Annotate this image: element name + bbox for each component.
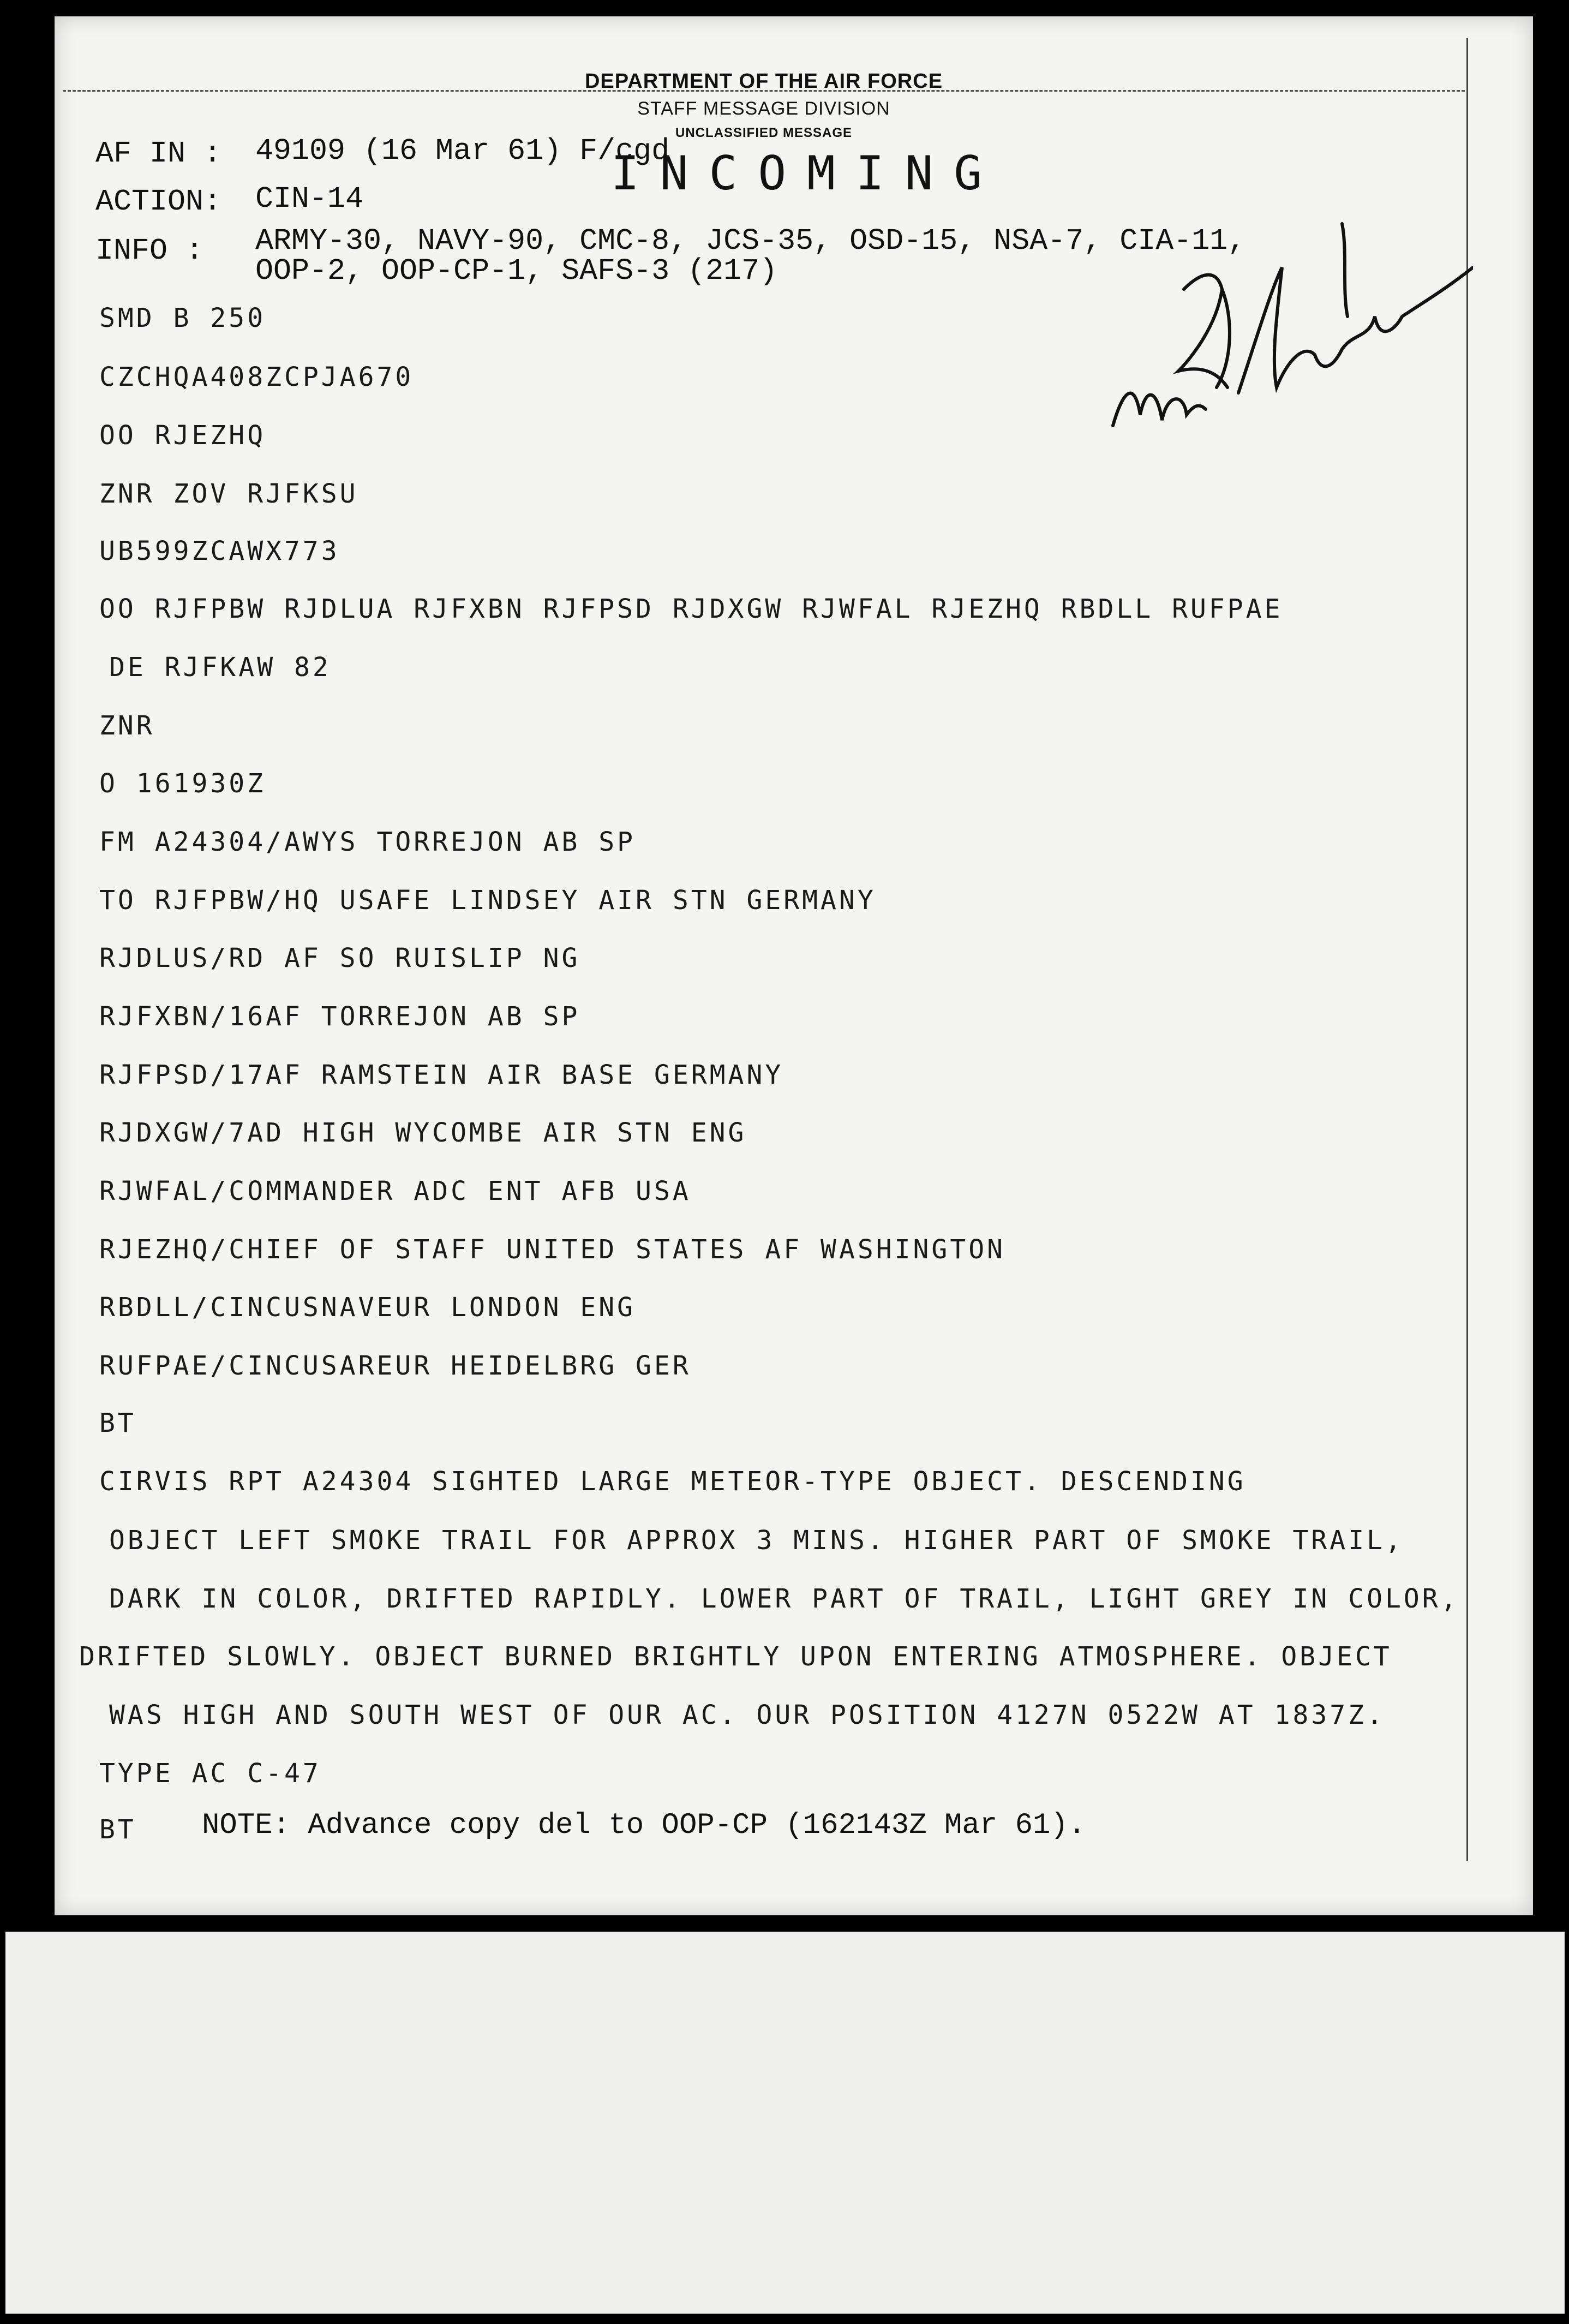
message-line: ZNR ZOV RJFKSU: [99, 479, 358, 509]
incoming-stamp: INCOMING: [611, 146, 1003, 201]
message-line: RJFXBN/16AF TORREJON AB SP: [99, 1001, 580, 1032]
info-label: INFO :: [95, 234, 204, 268]
message-line: RBDLL/CINCUSNAVEUR LONDON ENG: [99, 1292, 636, 1323]
message-line: RJEZHQ/CHIEF OF STAFF UNITED STATES AF WASHINGTON: [99, 1234, 1006, 1265]
blank-lower-sheet: [5, 1932, 1565, 2314]
message-line: O 161930Z: [99, 768, 266, 799]
af-in-label: AF IN :: [95, 136, 222, 171]
message-line: RJWFAL/COMMANDER ADC ENT AFB USA: [99, 1176, 691, 1206]
af-in-value: 49109 (16 Mar 61) F/cgd: [255, 134, 670, 168]
message-line: CIRVIS RPT A24304 SIGHTED LARGE METEOR-TYPE OBJECT. DESCENDING: [99, 1466, 1246, 1497]
message-line: RJDXGW/7AD HIGH WYCOMBE AIR STN ENG: [99, 1118, 747, 1148]
message-line: BT: [99, 1408, 136, 1438]
message-line: RJDLUS/RD AF SO RUISLIP NG: [99, 943, 580, 973]
action-value: CIN-14: [255, 182, 364, 216]
message-line: UB599ZCAWX773: [99, 536, 340, 566]
department-heading: DEPARTMENT OF THE AIR FORCE: [584, 70, 943, 93]
message-line: DE RJFKAW 82: [109, 652, 331, 683]
message-line: DARK IN COLOR, DRIFTED RAPIDLY. LOWER PART OF TRAIL, LIGHT GREY IN COLOR,: [109, 1584, 1459, 1614]
message-line: FM A24304/AWYS TORREJON AB SP: [99, 827, 636, 857]
message-line: OO RJFPBW RJDLUA RJFXBN RJFPSD RJDXGW RJWFAL RJEZHQ RBDLL RUFPAE: [99, 594, 1283, 624]
footer-bt: BT: [99, 1814, 136, 1845]
message-line: TYPE AC C-47: [99, 1758, 321, 1789]
info-line-2: OOP-2, OOP-CP-1, SAFS-3 (217): [255, 254, 778, 288]
division-heading: STAFF MESSAGE DIVISION: [637, 98, 890, 119]
footer-note: NOTE: Advance copy del to OOP-CP (162143Z Mar 61).: [202, 1809, 1086, 1842]
message-line: WAS HIGH AND SOUTH WEST OF OUR AC. OUR POSITION 4127N 0522W AT 1837Z.: [109, 1700, 1385, 1730]
message-line: SMD B 250: [99, 303, 266, 333]
message-line: OBJECT LEFT SMOKE TRAIL FOR APPROX 3 MINS. HIGHER PART OF SMOKE TRAIL,: [109, 1525, 1404, 1556]
handwritten-signature: [1091, 207, 1473, 453]
message-line: ZNR: [99, 710, 155, 741]
message-line: TO RJFPBW/HQ USAFE LINDSEY AIR STN GERMANY: [99, 885, 876, 916]
action-label: ACTION:: [95, 184, 222, 219]
message-line: RJFPSD/17AF RAMSTEIN AIR BASE GERMANY: [99, 1060, 784, 1090]
message-line: OO RJEZHQ: [99, 420, 266, 451]
message-line: RUFPAE/CINCUSAREUR HEIDELBRG GER: [99, 1351, 691, 1381]
info-line-1: ARMY-30, NAVY-90, CMC-8, JCS-35, OSD-15, NSA-7, CIA-11,: [255, 224, 1246, 258]
message-line: DRIFTED SLOWLY. OBJECT BURNED BRIGHTLY UPON ENTERING ATMOSPHERE. OBJECT: [79, 1641, 1392, 1672]
message-line: CZCHQA408ZCPJA670: [99, 362, 414, 392]
classification-label: UNCLASSIFIED MESSAGE: [675, 126, 853, 140]
